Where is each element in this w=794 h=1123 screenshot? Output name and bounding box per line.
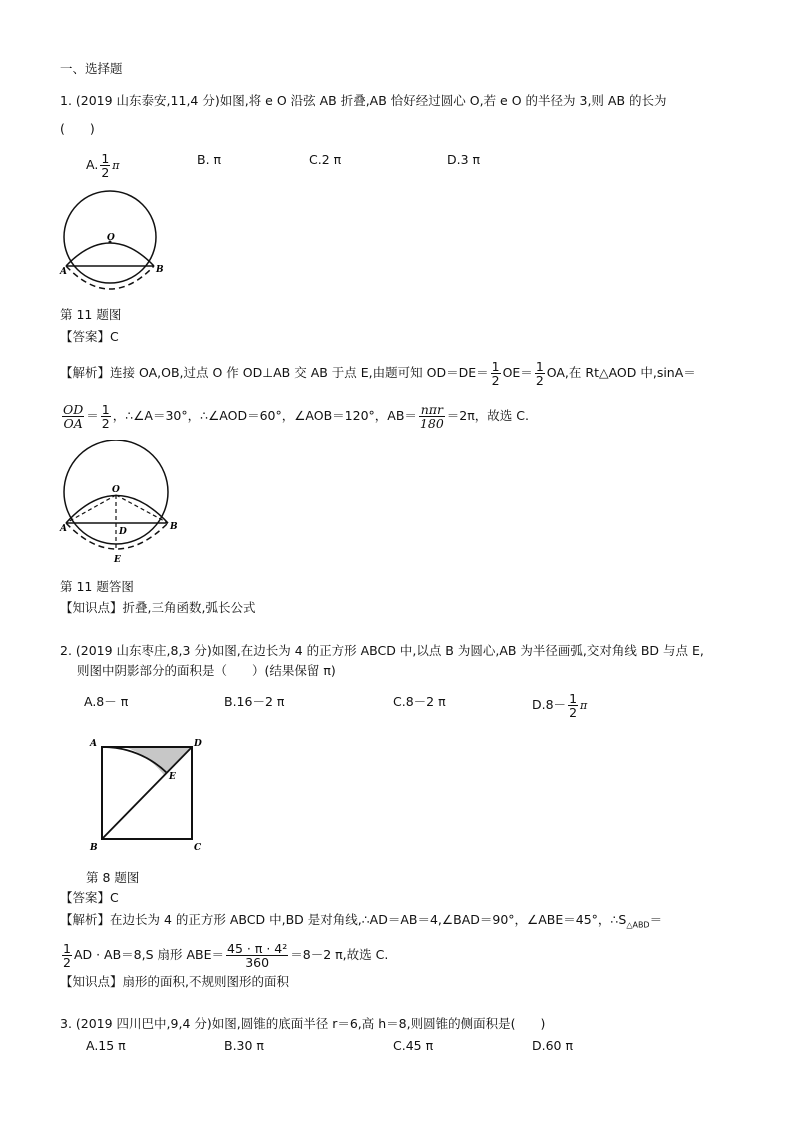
q1a-label-e: E <box>114 555 121 565</box>
q2-label-b: B <box>90 843 98 853</box>
q2-option-b: B.16－2 π <box>224 694 285 709</box>
q1-analysis-2b: ＝2π，故选 C. <box>446 408 529 423</box>
q2-option-d-label: D.8－ <box>532 697 567 712</box>
fraction-half <box>62 942 72 969</box>
q1-option-c: C.2 π <box>309 152 342 167</box>
q2-analysis-line2 <box>60 942 388 969</box>
frac-num: 1 <box>569 691 578 706</box>
frac-num: 1 <box>101 151 110 166</box>
q1-answer-figure <box>56 440 186 570</box>
q2-option-a: A.8－ π <box>84 694 129 709</box>
q1a-label-b: B <box>170 522 178 532</box>
q2-analysis-line1 <box>60 912 662 934</box>
fraction-half <box>535 360 545 387</box>
q1-option-b: B. π <box>197 152 222 167</box>
q1-analysis-1a: 【解析】连接 OA,OB,过点 O 作 OD⊥AB 交 AB 于点 E,由题可知 OD＝DE＝ <box>60 365 489 380</box>
q1-analysis-line2 <box>60 403 529 430</box>
q2-option-c: C.8－2 π <box>393 694 446 709</box>
q1-figure <box>56 190 176 295</box>
frac-den: 2 <box>569 705 578 720</box>
frac-num: 1 <box>63 941 71 956</box>
q2-analysis-1: 【解析】在边长为 4 的正方形 ABCD 中,BD 是对角线,∴AD＝AB＝4,∠BAD＝90°，∠ABE＝45°，∴S <box>60 912 627 927</box>
q2-knowledge: 【知识点】扇形的面积,不规则图形的面积 <box>60 974 289 989</box>
frac-den: 180 <box>419 416 444 431</box>
fraction-half <box>101 403 111 430</box>
q1-analysis-line1 <box>60 360 696 387</box>
q2-figure <box>86 733 210 855</box>
q2-shaded-region <box>128 747 192 775</box>
frac-den: 2 <box>535 373 544 388</box>
q2-stem-line1: 2. (2019 山东枣庄,8,3 分)如图,在边长为 4 的正方形 ABCD 中,以点 B 为圆心,AB 为半径画弧,交对角线 BD 与点 E, <box>60 643 704 658</box>
q1-option-d: D.3 π <box>447 152 481 167</box>
fraction-sector-area <box>226 942 288 969</box>
q1a-line-ob <box>116 495 168 523</box>
q2-label-e: E <box>169 772 176 782</box>
q3-stem: 3. (2019 四川巴中,9,4 分)如图,圆锥的底面半径 r＝6,高 h＝8,则圆锥的侧面积是( ) <box>60 1016 546 1031</box>
frac-num: OD <box>63 402 84 417</box>
frac-den: OA <box>63 416 83 431</box>
fraction-half <box>100 152 110 179</box>
frac-num: 1 <box>535 359 544 374</box>
q1-analysis-2a: ，∴∠A＝30°，∴∠AOD＝60°，∠AOB＝120°，AB＝ <box>112 408 417 423</box>
q2-analysis-2b: ＝8－2 π,故选 C. <box>290 947 389 962</box>
q1-stem: 1. (2019 山东泰安,11,4 分)如图,将 e O 沿弦 AB 折叠,AB 恰好经过圆心 O,若 e O 的半径为 3,则 AB 的长为 <box>60 93 667 108</box>
fraction-od-oa <box>62 403 84 430</box>
q1-knowledge: 【知识点】折叠,三角函数,弧长公式 <box>60 600 256 615</box>
q3-option-b: B.30 π <box>224 1038 264 1053</box>
frac-den: 2 <box>491 373 500 388</box>
q1a-label-d: D <box>119 527 127 537</box>
q2-answer: 【答案】C <box>60 890 119 905</box>
equals-sign: ＝ <box>649 912 663 927</box>
frac-num: 1 <box>101 402 110 417</box>
q2-label-c: C <box>194 843 202 853</box>
q1-analysis-1c: OA,在 Rt△AOD 中,sinA＝ <box>546 365 696 380</box>
frac-den: 2 <box>101 165 110 180</box>
q1-fig2-caption: 第 11 题答图 <box>60 579 134 594</box>
q1-fig-caption: 第 11 题图 <box>60 307 122 322</box>
q1-label-a: A <box>60 267 67 277</box>
q3-option-c: C.45 π <box>393 1038 434 1053</box>
frac-num: 45 · π · 4² <box>227 941 288 956</box>
q1-label-o: O <box>107 233 115 243</box>
q2-analysis-2a: AD · AB＝8,S 扇形 ABE＝ <box>73 947 225 962</box>
section-title: 一、选择题 <box>60 61 123 76</box>
q3-option-a: A.15 π <box>86 1038 126 1053</box>
q2-analysis-1-sub: △ABD <box>626 920 650 930</box>
frac-num: 1 <box>491 359 500 374</box>
q1-option-a: A. $\frac{1}{2}$ π <box>86 151 120 180</box>
q2-option-d: D.8－ $\frac{1}{2}$ π <box>532 691 588 720</box>
q2-diagonal-bd <box>102 747 192 839</box>
q2-stem-line2: 则图中阴影部分的面积是（ ）(结果保留 π) <box>77 663 336 678</box>
frac-den: 2 <box>63 955 71 970</box>
q1-answer: 【答案】C <box>60 329 119 344</box>
q1-analysis-1b: OE＝ <box>502 365 533 380</box>
equals-sign: ＝ <box>86 408 99 423</box>
q1a-folded-arc <box>66 496 168 524</box>
q1-folded-arc <box>66 243 154 266</box>
fraction-half <box>568 692 578 719</box>
q1a-line-oa <box>66 495 116 523</box>
q3-option-d: D.60 π <box>532 1038 574 1053</box>
q1-label-b: B <box>156 265 164 275</box>
q2-label-d: D <box>194 739 202 749</box>
q2-fig-caption: 第 8 题图 <box>86 870 140 885</box>
frac-den: 360 <box>245 955 270 970</box>
q1-paren: ( ) <box>60 121 95 136</box>
q1-dashed-arc <box>66 266 154 289</box>
q1a-label-o: O <box>112 485 120 495</box>
frac-den: 2 <box>101 416 110 431</box>
q1-option-a-label: A. <box>86 157 99 172</box>
frac-num: nπr <box>420 402 443 417</box>
q1a-dashed-arc <box>66 523 168 549</box>
fraction-half <box>491 360 501 387</box>
q1a-label-a: A <box>60 524 67 534</box>
fraction-arc-length <box>419 403 445 430</box>
q2-label-a: A <box>90 739 97 749</box>
